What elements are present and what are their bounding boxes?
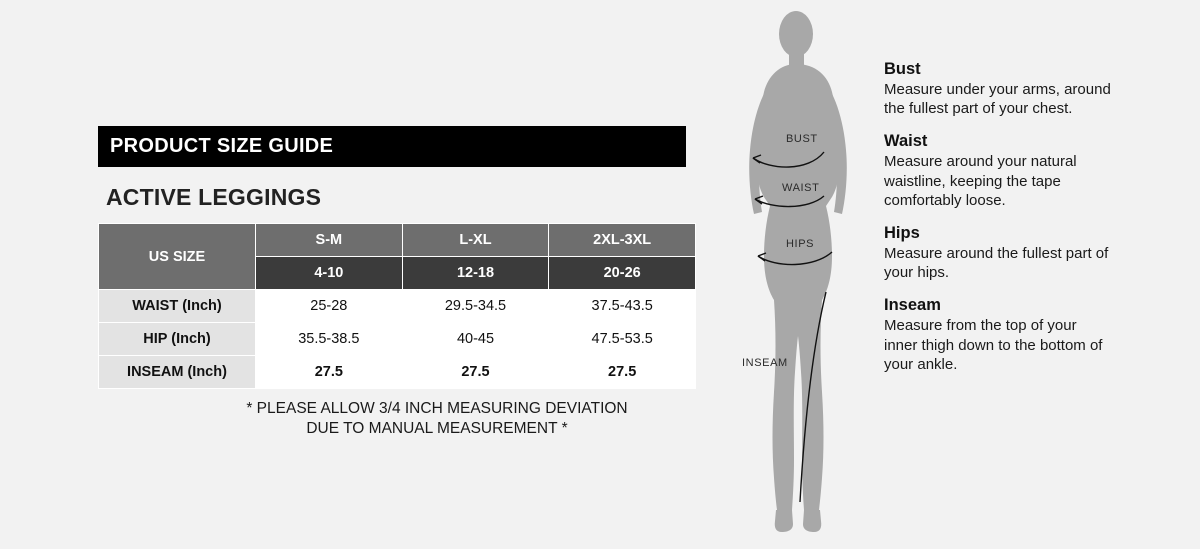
hip-l-xl: 40-45 xyxy=(402,323,549,356)
column-header-2xl-3xl: 2XL-3XL xyxy=(549,224,696,257)
measurement-note-line1: * PLEASE ALLOW 3/4 INCH MEASURING DEVIATION xyxy=(246,400,628,417)
inseam-l-xl: 27.5 xyxy=(402,356,549,389)
row-label-waist: WAIST (Inch) xyxy=(99,290,256,323)
product-name: ACTIVE LEGGINGS xyxy=(106,184,322,210)
instruction-inseam xyxy=(884,296,1114,374)
figure-label-waist: WAIST xyxy=(782,182,820,194)
instruction-hips-text: Measure around the fullest part of your hips. xyxy=(884,244,1109,282)
inseam-s-m: 27.5 xyxy=(256,356,403,389)
table-row xyxy=(99,323,696,356)
figure-label-hips: HIPS xyxy=(786,238,815,250)
waist-s-m: 25-28 xyxy=(256,290,403,323)
figure-label-inseam: INSEAM xyxy=(742,357,788,369)
measurement-instructions xyxy=(884,60,1114,388)
instruction-hips xyxy=(884,224,1114,282)
measurement-note-line2: DUE TO MANUAL MEASUREMENT * xyxy=(306,420,568,438)
table-header-row xyxy=(99,224,696,257)
instruction-bust-heading: Bust xyxy=(884,60,921,78)
instruction-waist xyxy=(884,132,1114,210)
instruction-waist-heading: Waist xyxy=(884,132,928,151)
body-figure xyxy=(700,0,890,544)
numeric-size-l-xl: 12-18 xyxy=(402,257,549,290)
instruction-inseam-text: Measure from the top of your inner thigh down to the bottom of your ankle. xyxy=(884,317,1103,373)
row-label-hip: HIP (Inch) xyxy=(99,323,256,356)
numeric-size-s-m: 4-10 xyxy=(256,257,403,290)
row-label-inseam: INSEAM (Inch) xyxy=(99,356,256,389)
hip-2xl-3xl: 47.5-53.5 xyxy=(549,323,696,356)
table-row xyxy=(99,290,696,323)
instruction-waist-text: Measure around your natural waistline, keeping the tape comfortably loose. xyxy=(884,153,1077,209)
table-row xyxy=(99,356,696,389)
waist-l-xl: 29.5-34.5 xyxy=(402,290,549,323)
instruction-bust-text: Measure under your arms, around the fullest part of your chest. xyxy=(884,81,1111,118)
waist-2xl-3xl: 37.5-43.5 xyxy=(549,290,696,323)
size-chart-table xyxy=(98,223,696,389)
instruction-hips-heading: Hips xyxy=(884,223,920,242)
numeric-size-2xl-3xl: 20-26 xyxy=(549,257,696,290)
figure-label-bust: BUST xyxy=(786,133,818,145)
measurement-note xyxy=(98,399,696,440)
column-header-s-m: S-M xyxy=(256,224,403,257)
instruction-inseam-heading: Inseam xyxy=(884,296,941,315)
column-header-l-xl: L-XL xyxy=(402,224,549,257)
instruction-bust xyxy=(884,60,1114,118)
size-guide-panel xyxy=(98,126,698,440)
hip-s-m: 35.5-38.5 xyxy=(256,323,403,356)
inseam-2xl-3xl: 27.5 xyxy=(549,356,696,389)
female-silhouette-icon xyxy=(700,0,890,544)
us-size-header: US SIZE xyxy=(99,224,256,290)
page-title: PRODUCT SIZE GUIDE xyxy=(98,126,686,167)
